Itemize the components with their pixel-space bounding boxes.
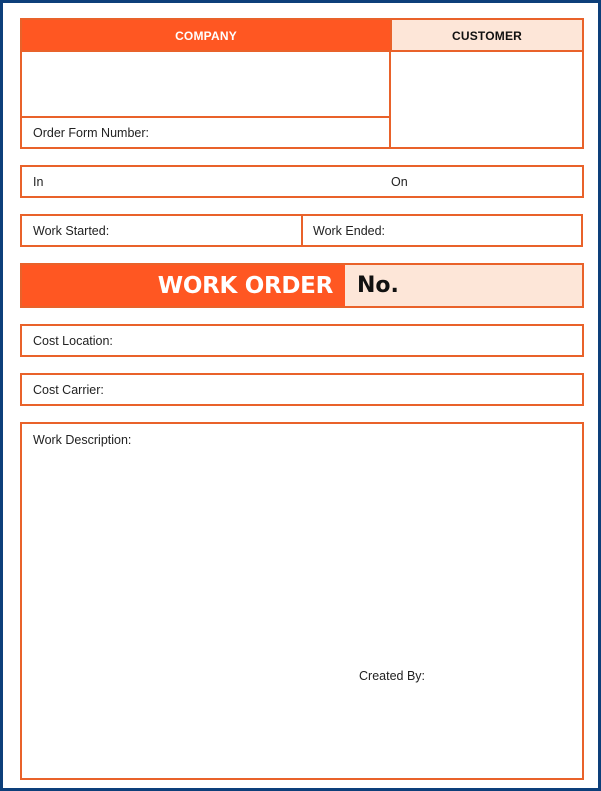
order-form-number-label: Order Form Number: <box>33 126 149 140</box>
company-field[interactable] <box>22 52 389 116</box>
in-label: In <box>33 175 44 189</box>
cost-carrier-field[interactable] <box>20 373 584 406</box>
customer-field[interactable] <box>391 52 582 147</box>
work-order-title: WORK ORDER <box>157 272 333 299</box>
work-order-number-label: No. <box>357 273 399 298</box>
work-ended-label: Work Ended: <box>313 224 386 238</box>
customer-header-label: CUSTOMER <box>451 28 523 43</box>
in-on-field[interactable] <box>20 165 584 198</box>
on-label: On <box>391 175 408 189</box>
work-description-label: Work Description: <box>33 433 132 447</box>
company-header <box>22 20 390 51</box>
customer-header <box>390 20 582 51</box>
work-started-label: Work Started: <box>33 224 110 238</box>
created-by-label: Created By: <box>359 669 426 683</box>
cost-location-label: Cost Location: <box>33 334 113 348</box>
company-header-label: COMPANY <box>175 28 237 43</box>
cost-carrier-label: Cost Carrier: <box>33 383 104 397</box>
work-description-field[interactable] <box>20 422 584 780</box>
order-form-divider <box>22 116 390 118</box>
work-order-number-field[interactable] <box>345 265 582 306</box>
